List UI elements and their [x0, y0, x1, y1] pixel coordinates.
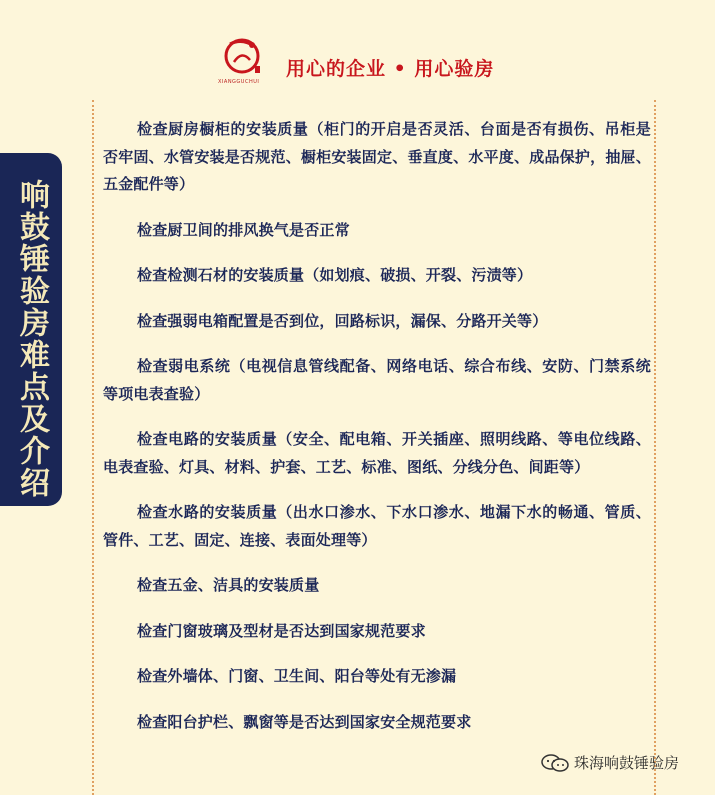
list-item: 检查阳台护栏、飘窗等是否达到国家安全规范要求 — [137, 712, 472, 731]
side-title-tab — [0, 153, 62, 506]
list-item: 检查门窗玻璃及型材是否达到国家规范要求 — [137, 621, 426, 640]
wechat-icon — [540, 753, 570, 773]
list-item: 检查厨卫间的排风换气是否正常 — [137, 220, 350, 239]
company-logo-icon — [222, 36, 262, 78]
list-item: 检查外墙体、门窗、卫生间、阳台等处有无渗漏 — [137, 667, 457, 685]
list-item: 检查弱电系统（电视信息管线配备、网络电话、综合布线、安防、门禁系统等项电表查验） — [103, 357, 651, 403]
watermark — [540, 752, 679, 776]
list-item: 检查强弱电箱配置是否到位，回路标识，漏保、分路开关等） — [137, 311, 548, 330]
list-item: 检查检测石材的安装质量（如划痕、破损、开裂、污渍等） — [137, 266, 533, 284]
logo-subtitle: XIANGGUCHUI — [218, 79, 260, 85]
list-item: 检查水路的安装质量（出水口渗水、下水口渗水、地漏下水的畅通、管质、管件、工艺、固定、连接、表面处理等） — [103, 503, 651, 549]
slogan: 用心的企业 • 用心验房 — [286, 58, 495, 80]
side-title: 响鼓锤验房难点及介绍 — [14, 179, 49, 499]
list-item: 检查五金、洁具的安装质量 — [137, 576, 320, 594]
header — [0, 0, 715, 92]
inspection-list — [103, 116, 651, 754]
watermark-text: 珠海响鼓锤验房 — [574, 754, 680, 772]
list-item: 检查厨房橱柜的安装质量（柜门的开启是否灵活、台面是否有损伤、吊柜是否牢固、水管安装是否规范、橱柜安装固定、垂直度、水平度、成品保护，抽屉、五金配件等） — [103, 120, 651, 193]
list-item: 检查电路的安装质量（安全、配电箱、开关插座、照明线路、等电位线路、电表查验、灯具、材料、护套、工艺、标准、图纸、分线分色、间距等） — [103, 430, 651, 476]
